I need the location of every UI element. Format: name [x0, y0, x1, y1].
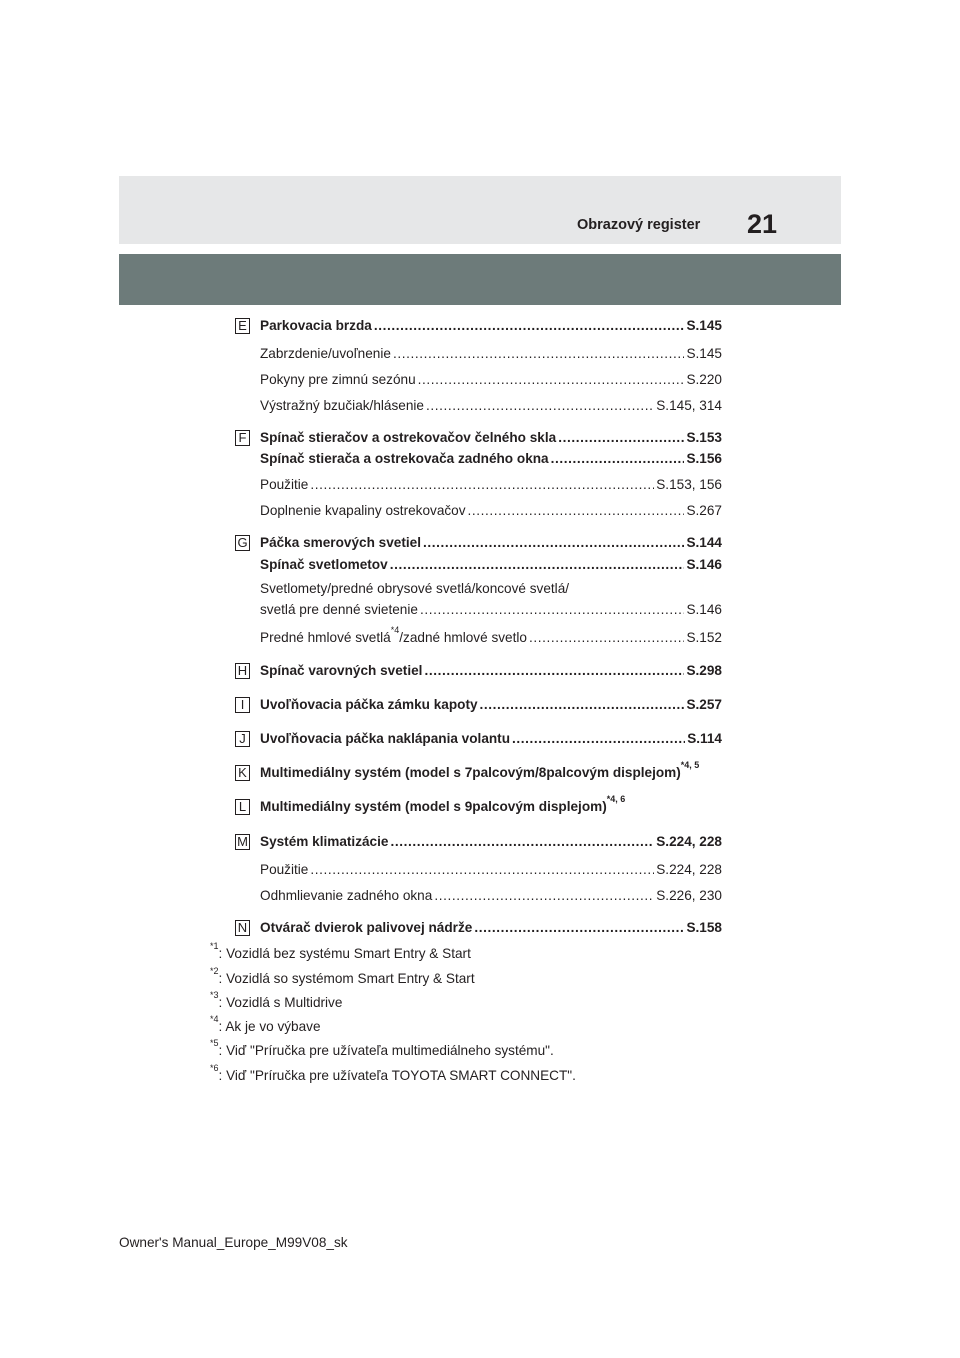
footnote [210, 1063, 576, 1083]
index-entry[interactable] [260, 398, 722, 416]
index-entry[interactable] [260, 760, 700, 780]
section-letter-l: L [235, 799, 250, 815]
entry-label: Otvárač dvierok palivovej nádrže [260, 920, 473, 935]
leader-dots [390, 557, 685, 572]
footnote [210, 966, 475, 986]
leader-dots [390, 834, 654, 849]
leader-dots [474, 920, 684, 935]
leader-dots [374, 318, 685, 333]
footnote-mark: *4 [210, 1014, 219, 1024]
entry-label: Multimediálny systém (model s 7palcovým/8palcovým displejom) [260, 765, 681, 780]
entry-page: S.153 [686, 430, 722, 445]
section-letter-k: K [235, 765, 250, 781]
entry-page: S.224, 228 [656, 862, 722, 877]
leader-dots [424, 663, 684, 678]
entry-label: Pokyny pre zimnú sezónu [260, 372, 416, 387]
page-title: Obrazový register [577, 217, 701, 233]
index-entry[interactable] [260, 888, 722, 906]
leader-dots [393, 346, 685, 361]
footnote-ref[interactable]: *4, 6 [606, 794, 626, 804]
entry-page: S.144 [686, 535, 722, 550]
footnote-text: : Vozidlá so systémom Smart Entry & Start [218, 971, 475, 986]
section-letter-g: G [235, 535, 250, 551]
entry-page: S.145 [686, 318, 722, 333]
entry-label: Zabrzdenie/uvoľnenie [260, 346, 391, 361]
leader-dots [551, 451, 685, 466]
index-entry[interactable] [260, 430, 722, 448]
entry-page: S.114 [687, 731, 722, 746]
entry-page: S.257 [686, 697, 722, 712]
footnote-text: : Viď "Príručka pre užívateľa multimediálneho systému". [218, 1043, 554, 1058]
entry-label: Výstražný bzučiak/hlásenie [260, 398, 424, 413]
entry-label: Použitie [260, 477, 309, 492]
footnote-ref[interactable]: *4 [390, 625, 400, 635]
entry-label: svetlá pre denné svietenie [260, 602, 418, 617]
section-letter-f: F [235, 430, 250, 446]
footnote-text: : Viď "Príručka pre užívateľa TOYOTA SMART CONNECT". [218, 1068, 576, 1083]
entry-page: S.145 [686, 346, 722, 361]
leader-dots [310, 477, 654, 492]
footnote-mark: *5 [210, 1038, 219, 1048]
page-number: 21 [747, 209, 778, 239]
index-entry[interactable] [260, 834, 722, 852]
footnote [210, 941, 471, 961]
entry-page: S.226, 230 [656, 888, 722, 903]
footnote [210, 1014, 321, 1034]
index-entry[interactable] [260, 451, 722, 469]
entry-page: S.224, 228 [656, 834, 722, 849]
entry-label-line: Svetlomety/predné obrysové svetlá/koncové svetlá/ [260, 581, 570, 596]
entry-page: S.146 [686, 602, 722, 617]
footnote-ref[interactable]: *4, 5 [680, 760, 700, 770]
entry-page: S.153, 156 [656, 477, 722, 492]
leader-dots [423, 535, 685, 550]
entry-label [260, 625, 527, 645]
index-entry[interactable] [260, 318, 722, 336]
section-letter-e: E [235, 318, 250, 334]
index-entry[interactable] [260, 862, 722, 880]
leader-dots [426, 398, 654, 413]
entry-label: Uvoľňovacia páčka zámku kapoty [260, 697, 478, 712]
leader-dots [468, 503, 685, 518]
index-entry[interactable] [260, 663, 722, 681]
index-entry[interactable] [260, 372, 722, 390]
entry-label: Spínač stieračov a ostrekovačov čelného skla [260, 430, 557, 445]
entry-label: Parkovacia brzda [260, 318, 372, 333]
index-entry[interactable] [260, 920, 722, 938]
section-letter-n: N [235, 920, 250, 936]
entry-label: Uvoľňovacia páčka naklápania volantu [260, 731, 511, 746]
leader-dots [310, 862, 654, 877]
leader-dots [529, 630, 685, 645]
footnote-mark: *6 [210, 1063, 219, 1073]
entry-label-part: Predné hmlové svetlá [260, 630, 391, 645]
leader-dots [434, 888, 654, 903]
entry-page: S.267 [686, 503, 722, 518]
footnote-mark: *3 [210, 990, 219, 1000]
leader-dots [512, 731, 685, 746]
footnote-text: : Vozidlá s Multidrive [218, 995, 343, 1010]
footnote [210, 990, 343, 1010]
index-entry[interactable] [260, 625, 722, 648]
entry-page: S.220 [686, 372, 722, 387]
entry-label: Odhmlievanie zadného okna [260, 888, 433, 903]
section-letter-i: I [235, 697, 250, 713]
leader-dots [480, 697, 685, 712]
entry-label: Spínač svetlometov [260, 557, 388, 572]
index-entry[interactable] [260, 697, 722, 715]
index-entry[interactable] [260, 602, 722, 620]
entry-label: Multimediálny systém (model s 9palcovým displejom) [260, 799, 607, 814]
footnote-text: : Vozidlá bez systému Smart Entry & Start [218, 946, 471, 961]
index-entry[interactable] [260, 794, 626, 814]
entry-page: S.158 [686, 920, 722, 935]
section-letter-m: M [235, 834, 250, 850]
index-entry[interactable] [260, 731, 722, 749]
entry-page: S.145, 314 [656, 398, 722, 413]
section-letter-h: H [235, 663, 250, 679]
index-entry[interactable] [260, 557, 722, 575]
entry-label: Použitie [260, 862, 309, 877]
page-footer: Owner's Manual_Europe_M99V08_sk [119, 1235, 348, 1250]
entry-page: S.146 [686, 557, 722, 572]
entry-page: S.298 [686, 663, 722, 678]
leader-dots [558, 430, 684, 445]
entry-page: S.152 [686, 630, 722, 645]
entry-label: Systém klimatizácie [260, 834, 389, 849]
entry-label: Spínač varovných svetiel [260, 663, 423, 678]
entry-label-part: /zadné hmlové svetlo [399, 630, 527, 645]
entry-label: Páčka smerových svetiel [260, 535, 421, 550]
header-band [119, 254, 841, 305]
entry-label: Doplnenie kvapaliny ostrekovačov [260, 503, 466, 518]
index-entry[interactable] [260, 535, 722, 553]
header-top-bar [119, 176, 841, 244]
entry-page: S.156 [686, 451, 722, 466]
index-entry[interactable] [260, 346, 722, 364]
leader-dots [420, 602, 685, 617]
index-entry[interactable] [260, 503, 722, 521]
footnote [210, 1038, 554, 1058]
section-letter-j: J [235, 731, 250, 747]
entry-label: Spínač stierača a ostrekovača zadného okna [260, 451, 549, 466]
leader-dots [418, 372, 685, 387]
footnote-mark: *1 [210, 941, 219, 951]
index-entry[interactable] [260, 477, 722, 495]
footnote-mark: *2 [210, 966, 219, 976]
footnote-text: : Ak je vo výbave [218, 1019, 321, 1034]
